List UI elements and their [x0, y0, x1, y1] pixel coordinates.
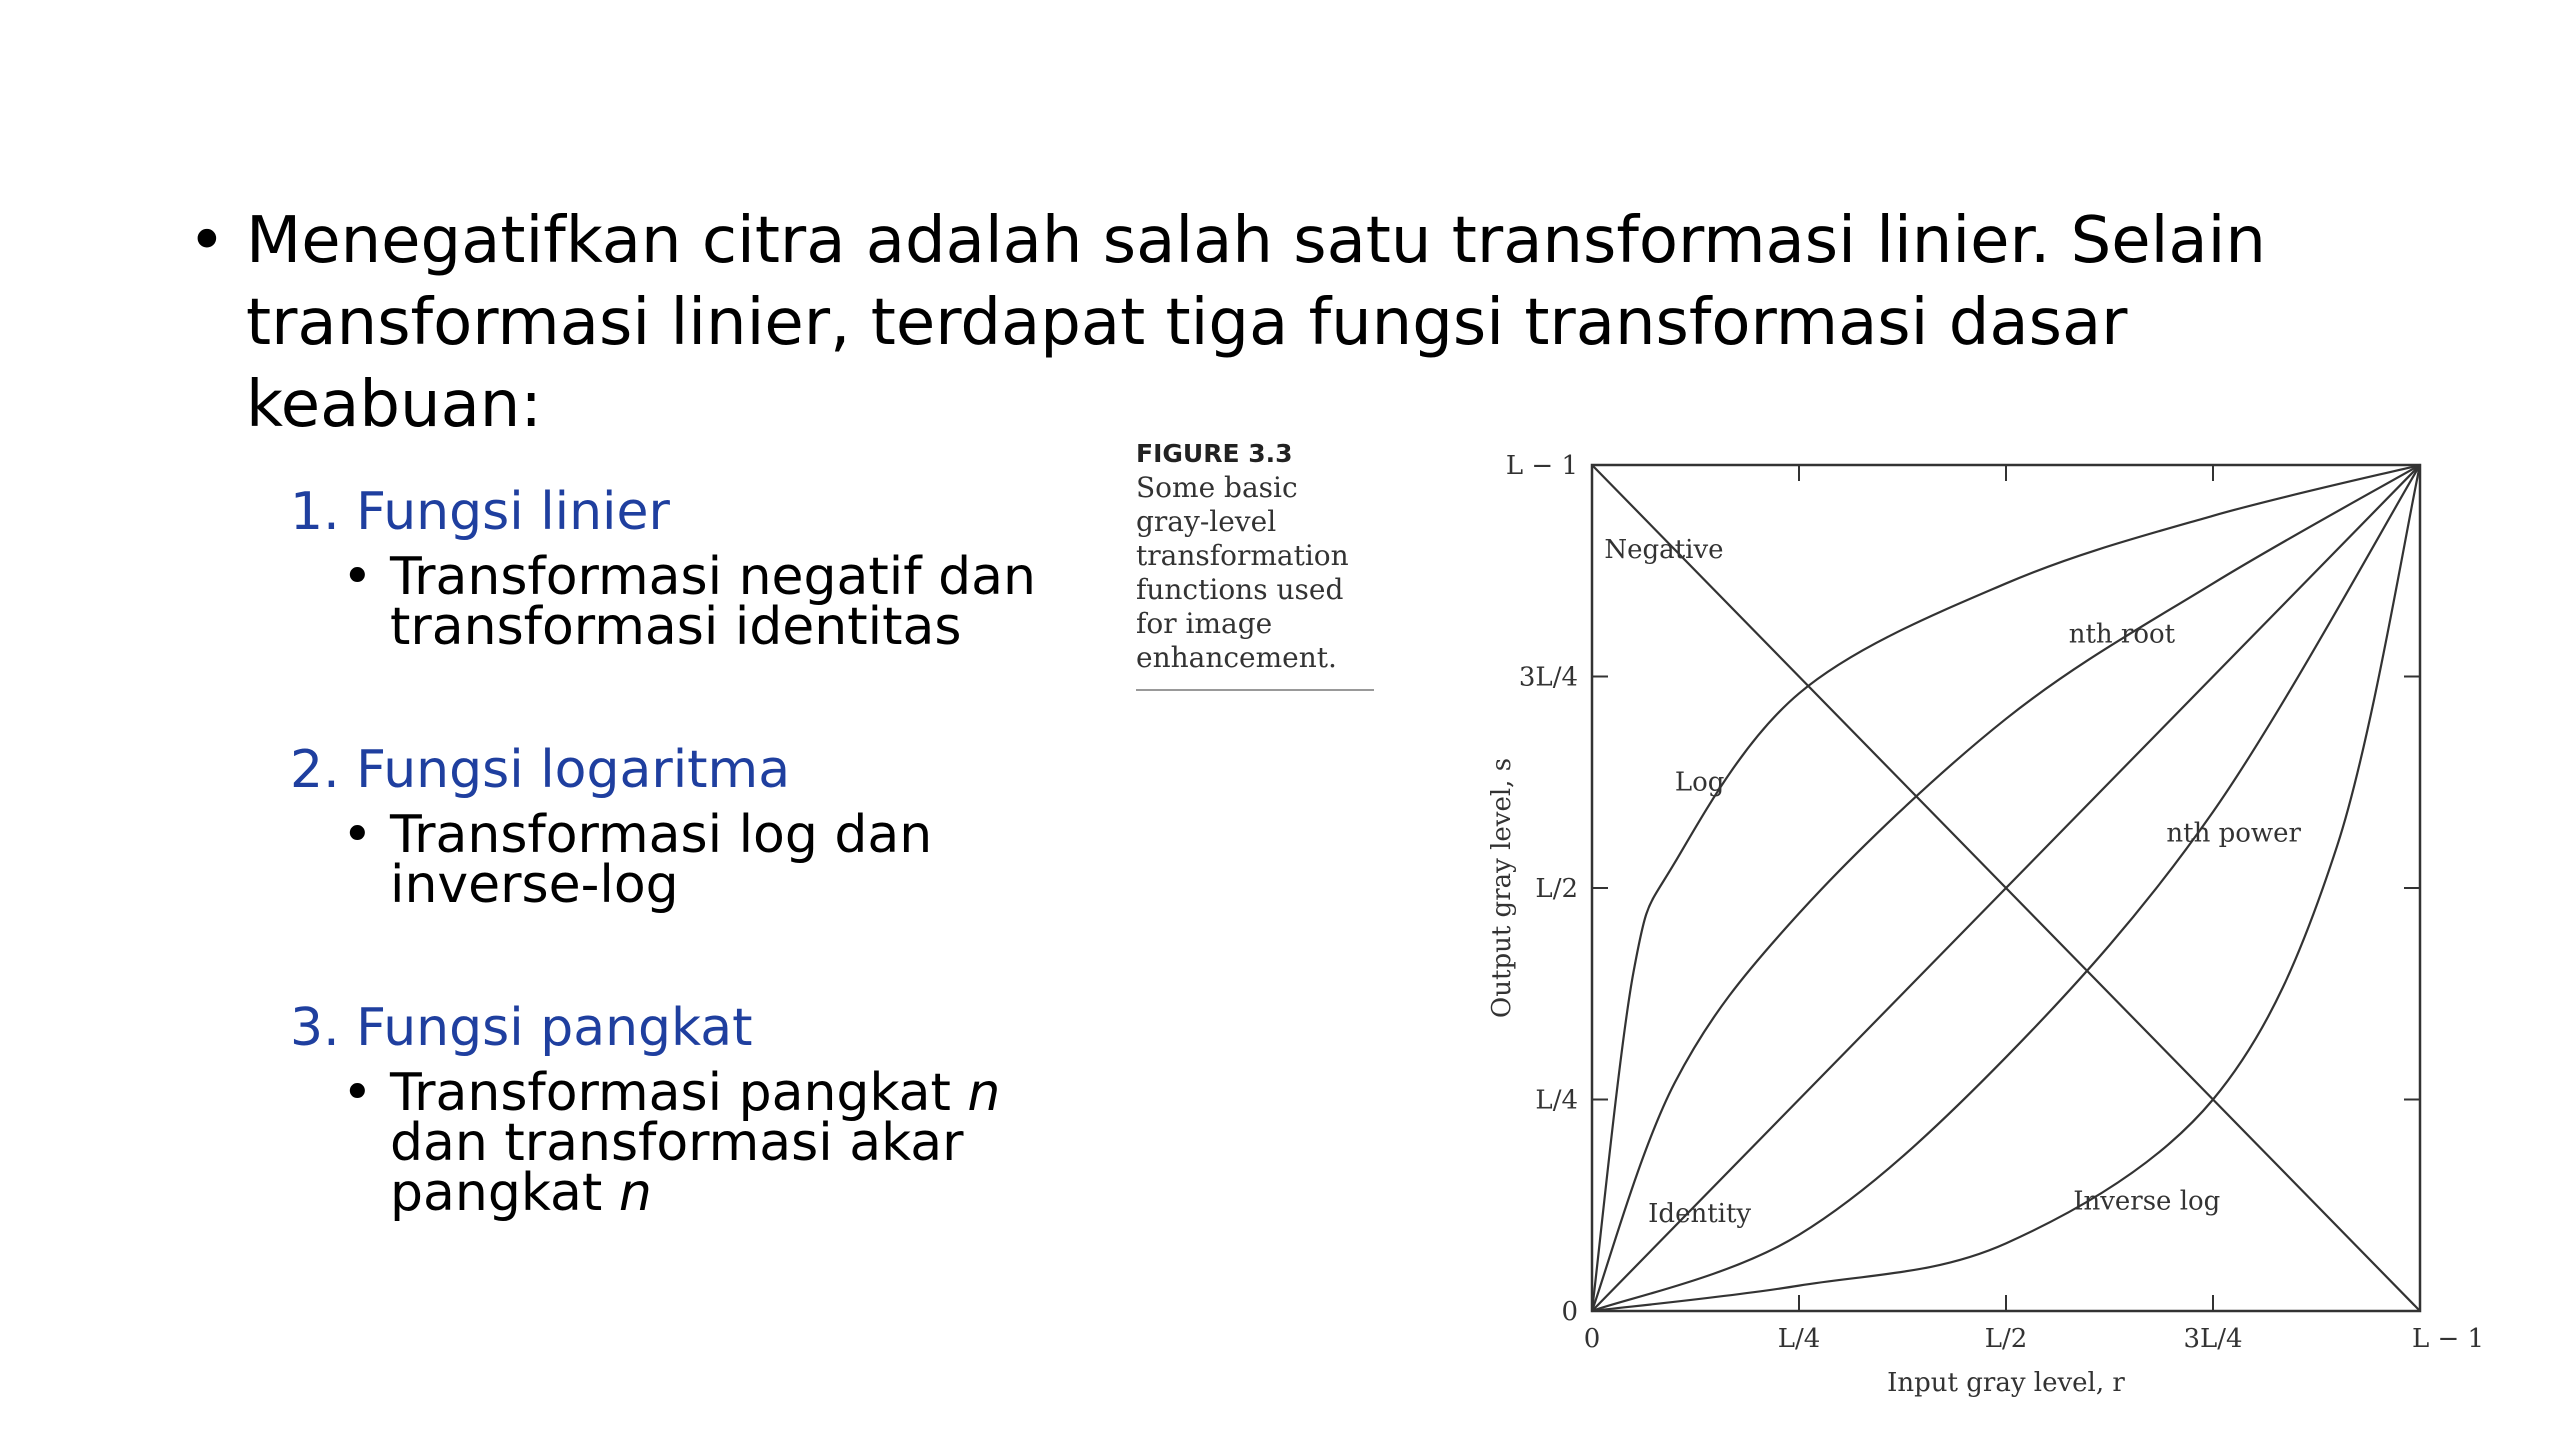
- y-tick-label: 3L/4: [1518, 662, 1578, 693]
- y-tick-label: L − 1: [1505, 451, 1578, 481]
- curve-label-log: Log: [1674, 767, 1725, 798]
- n-symbol: n: [967, 1063, 1001, 1123]
- bullet: •: [342, 1063, 373, 1123]
- item-title: 2. Fungsi logaritma: [290, 740, 791, 800]
- item-title: 3. Fungsi pangkat: [290, 998, 753, 1058]
- bullet: •: [342, 805, 373, 865]
- intro-text: Menegatifkan citra adalah salah satu transformasi linier. Selain transformasi linier, terdapat tiga fungsi transformasi dasar keabuan:: [246, 204, 2266, 442]
- figure-label: FIGURE 3.3: [1136, 439, 1293, 468]
- bullet: •: [188, 204, 226, 278]
- curve-label-nth-power: nth power: [2166, 818, 2301, 849]
- x-axis-label: Input gray level, r: [1887, 1368, 2125, 1398]
- n-symbol: n: [618, 1163, 652, 1223]
- item-desc-text-a: Transformasi pangkat: [390, 1063, 968, 1123]
- curve-label-nth-root: nth root: [2068, 619, 2176, 650]
- curve-label-negative: Negative: [1604, 535, 1724, 566]
- x-tick-label: L/4: [1777, 1324, 1821, 1354]
- y-tick-label: L/4: [1535, 1085, 1578, 1116]
- figure-caption-text: Some basic gray-level transformation functions used for image enhancement.: [1136, 471, 1349, 674]
- curve-label-identity: Identity: [1648, 1199, 1752, 1230]
- item-desc-text: Transformasi negatif dan transformasi identitas: [390, 547, 1036, 657]
- x-tick-label: L/2: [1984, 1324, 2028, 1354]
- curve-label-inverse-log: Inverse log: [2073, 1186, 2221, 1217]
- item-desc-text-b: dan transformasi akar pangkat: [390, 1113, 964, 1223]
- bullet: •: [342, 547, 373, 607]
- x-tick-label: 0: [1583, 1324, 1601, 1354]
- y-tick-label: 0: [1561, 1297, 1578, 1327]
- item-title: 1. Fungsi linier: [290, 482, 670, 542]
- y-tick-label: L/2: [1535, 874, 1578, 904]
- y-axis-label: Output gray level, s: [1487, 757, 1517, 1019]
- x-tick-label: 3L/4: [2183, 1324, 2243, 1354]
- x-tick-label: L − 1: [2411, 1324, 2485, 1354]
- item-desc-text: Transformasi log dan inverse-log: [390, 805, 933, 915]
